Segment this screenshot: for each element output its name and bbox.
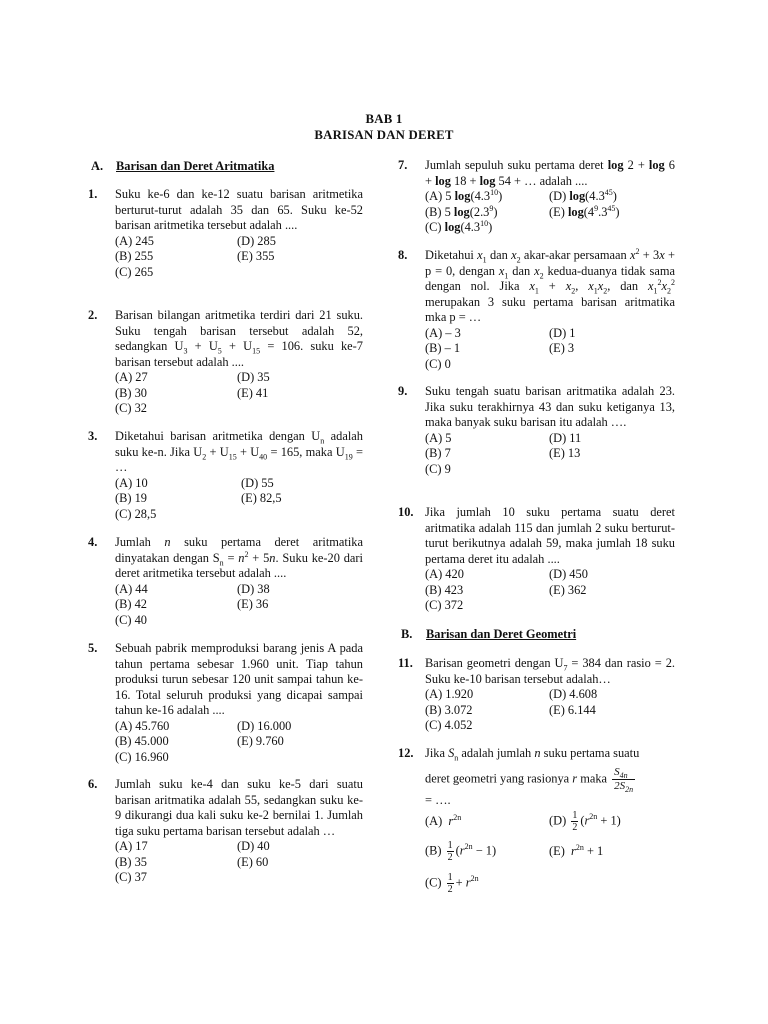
question-11 [398, 656, 675, 734]
option-e: (E) 3 [549, 341, 575, 355]
stem-text-6: = …. [425, 792, 451, 807]
option-b: (B) 7 [425, 446, 451, 460]
stem-text-1: Barisan geometri dengan U [425, 656, 564, 670]
answer-options [115, 582, 363, 629]
option-d: (D) 35 [237, 370, 270, 384]
question-stem: Suku tengah suatu barisan aritmatika adalah 23. Jika suku terakhirnya 43 dan suku ketiganya 13, maka banyak suku barisan itu adalah …. [425, 384, 675, 429]
stem-text-3: Suku ke-20 dari deret aritmetika tersebut adalah .... [115, 550, 363, 580]
fraction-one-half: $\frac{1}{2}$ [447, 872, 453, 895]
option-label: (D) [549, 189, 567, 203]
stem-text-1: Jumlah sepuluh suku pertama deret [425, 158, 604, 172]
stem-text-2: suku pertama deret aritmatika dinyatakan dengan [115, 535, 363, 565]
question-number: 3. [88, 429, 98, 443]
fraction-one-half: $\frac{1}{2}$ [447, 840, 453, 863]
option-c: (C) 0 [425, 356, 451, 371]
stem-text-2: adalah jumlah [461, 746, 532, 760]
option-d: (D) $\frac{1}{2}$ $(r^{2n} + 1)$ [549, 810, 621, 833]
question-number: 2. [88, 308, 98, 322]
option-e: (E) 82,5 [241, 491, 282, 505]
option-b: (B) 42 [115, 597, 148, 611]
question-stem: Barisan bilangan aritmetika terdiri dari 21 suku. Suku tengah barisan tersebut adalah 52, sedangkan $U_3 + U_5 + U_{15} = 106$. suku ke-7 barisan tersebut adalah .... [115, 308, 363, 369]
stem-text-5: dan [512, 263, 531, 278]
option-d: (D) 55 [241, 475, 274, 490]
option-d: (D) $\log(4.3^{45})$ [549, 187, 617, 203]
option-a: (A) $r^{2n}$ [425, 812, 462, 828]
stem-text-3: suku pertama suatu [543, 746, 640, 760]
answer-options [115, 476, 363, 523]
option-b: (B) 255 [115, 249, 154, 263]
question-number: 12. [398, 746, 414, 760]
question-6 [88, 777, 363, 886]
option-b: (B) – 1 [425, 341, 461, 355]
option-label: (E) [549, 844, 565, 858]
option-b: (B) 30 [115, 385, 148, 400]
option-d: (D) 16.000 [237, 718, 292, 733]
option-e: (E) $\log(4^9.3^{45})$ [549, 203, 620, 219]
stem-text-2: dan [489, 248, 508, 262]
stem-text-3: akar-akar persamaan [523, 248, 627, 262]
stem-text-4: deret geometri yang rasionya [425, 770, 570, 785]
question-number: 8. [398, 248, 408, 262]
stem-text-1: Barisan bilangan aritmetika terdiri dari 21 suku. Suku tengah barisan tersebut adalah 52, sedangkan U [115, 308, 363, 353]
question-stem: Jumlah sepuluh suku pertama deret log 2 + log 6 + log 18 + log 54 + … adalah .... [425, 158, 675, 188]
answer-options [115, 719, 363, 766]
question-5 [88, 641, 363, 766]
section-a-title: Barisan dan Deret Aritmatika [116, 159, 275, 173]
option-a: (A) 420 [425, 567, 464, 581]
option-b: (B) 423 [425, 582, 464, 597]
option-e: (E) 6.144 [549, 702, 596, 717]
fraction-one-half: $\frac{1}{2}$ [572, 810, 578, 833]
question-9 [398, 384, 675, 478]
question-12 [398, 746, 675, 914]
question-7 [398, 158, 675, 236]
answer-options [425, 431, 675, 478]
answer-options [425, 326, 675, 373]
option-a: (A) 17 [115, 839, 148, 853]
option-label: (E) [549, 204, 565, 219]
question-2 [88, 308, 363, 417]
option-d: (D) 4.608 [549, 687, 598, 701]
answer-options [425, 810, 675, 914]
option-d: (D) 285 [237, 233, 276, 248]
option-d: (D) 450 [549, 567, 588, 581]
option-c: (C) 16.960 [115, 749, 169, 764]
option-a: (A) 1.920 [425, 687, 474, 701]
option-label: (D) [549, 813, 567, 828]
option-a: (A) 5 [425, 430, 452, 445]
option-b: (B) 19 [115, 491, 148, 505]
stem-text-1: Jumlah [115, 535, 151, 549]
question-stem: Jumlah n suku pertama deret aritmatika dinyatakan dengan $S_n = n^2 + 5n$. Suku ke-20 dari deret aritmetika tersebut adalah .... [115, 535, 363, 580]
option-c: (C) 4.052 [425, 718, 473, 732]
question-4 [88, 535, 363, 629]
question-8 [398, 248, 675, 373]
stem-text-4: + p = 0, dengan [425, 248, 675, 278]
answer-options [425, 189, 675, 236]
option-c: (C) 32 [115, 401, 148, 415]
option-c: (C) $\log(4.3^{10})$ [425, 218, 493, 234]
option-label: (B) [425, 843, 442, 858]
option-d: (D) 40 [237, 839, 270, 853]
fraction-s4n-over-2s2n: $\frac{S_{4n}}{2S_{2n}}$ [614, 765, 634, 794]
stem-text-2: = 384 dan rasio = 2. Suku ke-10 barisan tersebut adalah… [425, 656, 675, 686]
stem-text-8: merupakan 3 suku pertama barisan aritmatika mka p = … [425, 294, 675, 324]
option-e: (E) 41 [237, 385, 269, 400]
answer-options [425, 687, 675, 734]
question-3 [88, 429, 363, 523]
option-e: (E) 60 [237, 854, 269, 869]
stem-text-1: Jika [425, 746, 445, 760]
chapter-number: BAB 1 [365, 112, 403, 126]
question-stem: Jumlah suku ke-4 dan suku ke-5 dari suatu barisan aritmatika adalah 55, sedangkan suku ke-9 dikurangi dua kali suku ke-2 bernilai 1. Jumlah tiga suku pertama barisan tersebut adalah … [115, 777, 363, 838]
stem-text-1: Diketahui [425, 248, 474, 262]
question-stem: Barisan geometri dengan $U_7 = 384$ dan rasio = 2. Suku ke-10 barisan tersebut adalah… [425, 656, 675, 686]
option-c: (C) 372 [425, 598, 464, 612]
option-e: (E) 362 [549, 582, 587, 597]
option-b: (B) 45.000 [115, 734, 169, 748]
option-label: (A) 5 [425, 189, 452, 203]
question-1 [88, 187, 363, 281]
option-b: (B) 3.072 [425, 702, 473, 717]
option-e: (E) $r^{2n} + 1$ [549, 842, 604, 858]
question-stem: Jika $S_n$ adalah jumlah n suku pertama suatu deret geometri yang rasionya r maka $\frac{S_{4n}}{2S_{2n}}$ = …. [425, 746, 640, 807]
option-c: (C) 9 [425, 461, 451, 476]
option-e: (E) 13 [549, 446, 581, 460]
option-c: (C) $\frac{1}{2}$ + $r^{2n}$ [425, 872, 479, 895]
option-d: (D) 38 [237, 581, 270, 596]
question-number: 7. [398, 158, 408, 172]
stem-text-3: = 165, maka U [270, 444, 345, 459]
option-a: (A) 27 [115, 370, 148, 384]
question-number: 5. [88, 641, 98, 655]
question-stem: Sebuah pabrik memproduksi barang jenis A pada tahun pertama sebesar 1.960 unit. Tiap tahun produksi turun sebesar 120 unit sampai tahun ke-16. Total seluruh produksi yang dicapai sampai tahun ke-16 adalah .... [115, 641, 363, 717]
option-e: (E) 36 [237, 597, 269, 611]
option-a: (A) 5 $\log(4.3^{10})$ [425, 187, 503, 203]
question-number: 1. [88, 187, 98, 201]
stem-text-2: … adalah .... [524, 173, 588, 188]
section-b-letter: B. [401, 627, 413, 641]
option-c: (C) 40 [115, 612, 148, 627]
option-a: (A) 10 [115, 475, 148, 490]
option-a: (A) 245 [115, 233, 154, 248]
question-number: 11. [398, 656, 413, 670]
chapter-title: BARISAN DAN DERET [314, 128, 454, 142]
section-b-heading [401, 627, 681, 643]
question-number: 6. [88, 777, 98, 791]
option-c: (C) 265 [115, 264, 154, 279]
section-a-letter: A. [91, 159, 104, 173]
option-e: (E) 355 [237, 249, 275, 263]
stem-text-4: = … [115, 444, 363, 474]
option-label: (A) [425, 814, 443, 828]
option-d: (D) 1 [549, 325, 576, 340]
answer-options [115, 370, 363, 417]
option-a: (A) – 3 [425, 325, 461, 340]
option-a: (A) 45.760 [115, 718, 170, 733]
section-a-heading [91, 159, 371, 175]
option-d: (D) 11 [549, 430, 582, 445]
stem-text-7: dan [620, 279, 639, 293]
option-c: (C) 28,5 [115, 506, 157, 521]
question-number: 4. [88, 535, 98, 549]
option-label: (C) [425, 875, 442, 890]
option-b: (B) 35 [115, 854, 148, 869]
option-label: (B) 5 [425, 204, 451, 219]
option-a: (A) 44 [115, 581, 148, 596]
answer-options [115, 839, 363, 886]
section-b-title: Barisan dan Deret Geometri [426, 627, 577, 641]
question-stem: Diketahui barisan aritmetika dengan $U_n$ adalah suku ke-n. Jika $U_2 + U_{15} + U_{40} = 165$, maka $U_{19}$ = … [115, 429, 363, 474]
stem-text-6: kedua-duanya tidak sama dengan nol. Jika [425, 263, 675, 293]
question-number: 10. [398, 505, 414, 519]
question-10 [398, 505, 675, 614]
question-stem: Suku ke-6 dan ke-12 suatu barisan aritmetika berturut-turut adalah 35 dan 65. Suku ke-52 barisan aritmetika tersebut adalah .... [115, 187, 363, 232]
stem-text-5: maka [580, 770, 608, 785]
answer-options [115, 234, 363, 281]
option-label: (C) [425, 220, 442, 234]
stem-text-1: Diketahui barisan aritmetika dengan U [115, 429, 321, 443]
question-number: 9. [398, 384, 408, 398]
option-e: (E) 9.760 [237, 734, 284, 748]
option-c: (C) 37 [115, 870, 148, 884]
question-stem: Diketahui $x_1$ dan $x_2$ akar-akar persamaan $x^2 + 3x + p = 0$, dengan $x_1$ dan $x_2$ kedua-duanya tidak sama dengan nol. Jika $x_1 + x_2$, $x_1x_2$, dan $x_1^2x_2^2$ merupakan 3 suku pertama barisan aritmatika mka p = … [425, 246, 675, 324]
stem-text-2: = 106. suku ke-7 barisan tersebut adalah .... [115, 339, 363, 369]
question-stem: Jika jumlah 10 suku pertama suatu deret aritmatika adalah 115 dan jumlah 2 suku berturut-turut berikutnya adalah 59, maka jumlah 18 suku pertama deret itu adalah .... [425, 505, 675, 566]
answer-options [425, 567, 675, 614]
stem-text-2: adalah suku ke-n. Jika U [115, 429, 363, 459]
option-b: (B) $\frac{1}{2}$ $(r^{2n} - 1)$ [425, 840, 497, 863]
option-b: (B) 5 $\log(2.3^9)$ [425, 203, 498, 219]
